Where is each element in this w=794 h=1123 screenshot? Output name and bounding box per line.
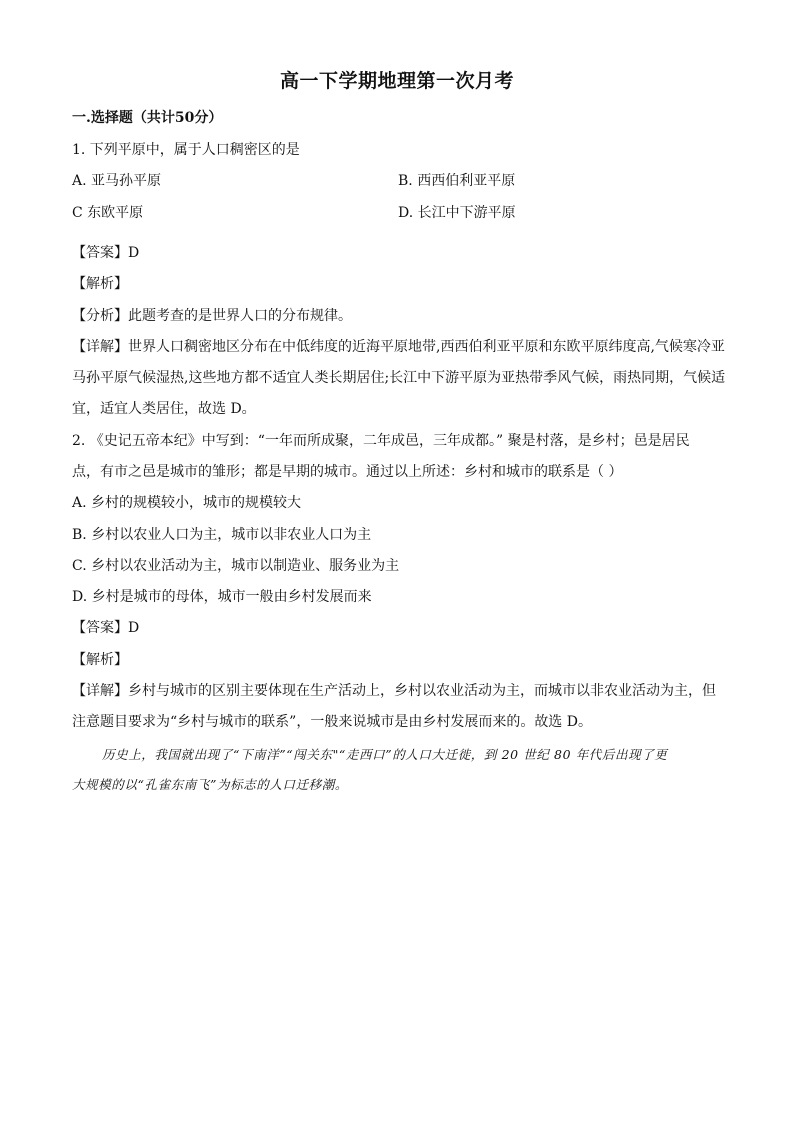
q2-stem-line-1: 2. 《史记五帝本纪》中写到：“一年而所成聚，二年成邑，三年成都。” 聚是村落，是乡村；邑是居民	[72, 433, 690, 449]
q2-option-b: B. 乡村以农业人口为主，城市以非农业人口为主	[72, 527, 372, 543]
q1-answer: 【答案】D	[72, 245, 140, 261]
q1-detail-line-3: 宜，适宜人类居住，故选 D。	[72, 401, 256, 417]
q2-option-d: D. 乡村是城市的母体，城市一般由乡村发展而来	[72, 589, 372, 605]
q1-option-a: A. 亚马孙平原	[72, 173, 162, 189]
q1-stem: 1. 下列平原中，属于人口稠密区的是	[72, 142, 300, 158]
q2-analysis-tag: 【解析】	[72, 652, 128, 668]
passage-line-1: 历史上，我国就出现了“下南洋”“闯关东"“走西口”的人口大迁徙，到 20 世纪 80 年代后出现了更	[102, 747, 668, 762]
q1-option-b: B. 西西伯利亚平原	[398, 173, 516, 189]
q1-option-c: C 东欧平原	[72, 205, 144, 221]
exam-title: 高一下学期地理第一次月考	[279, 70, 514, 92]
q2-stem-line-2: 点，有市之邑是城市的雏形；都是早期的城市。通过以上所述：乡村和城市的联系是（ ）	[72, 464, 623, 480]
q1-detail-line-1: 【详解】世界人口稠密地区分布在中低纬度的近海平原地带,西西伯利亚平原和东欧平原纬度高,气候寒冷亚	[72, 339, 725, 355]
q1-option-d: D. 长江中下游平原	[398, 205, 516, 221]
q2-option-c: C. 乡村以农业活动为主，城市以制造业、服务业为主	[72, 558, 400, 574]
q1-fenxi: 【分析】此题考查的是世界人口的分布规律。	[72, 308, 352, 324]
q2-answer: 【答案】D	[72, 620, 140, 636]
q2-detail-line-2: 注意题目要求为“乡村与城市的联系”，一般来说城市是由乡村发展而来的。故选 D。	[72, 714, 592, 730]
q2-detail-line-1: 【详解】乡村与城市的区别主要体现在生产活动上，乡村以农业活动为主，而城市以非农业活动为主，但	[72, 683, 716, 699]
q1-detail-line-2: 马孙平原气候湿热,这些地方都不适宜人类长期居住;长江中下游平原为亚热带季风气候，雨热同期，气候适	[72, 370, 726, 386]
section-heading: 一.选择题（共计50分）	[72, 110, 223, 126]
q1-analysis-tag: 【解析】	[72, 276, 128, 292]
passage-line-2: 大规模的以“孔雀东南飞”为标志的人口迁移潮。	[72, 777, 348, 792]
q2-option-a: A. 乡村的规模较小，城市的规模较大	[72, 495, 302, 511]
